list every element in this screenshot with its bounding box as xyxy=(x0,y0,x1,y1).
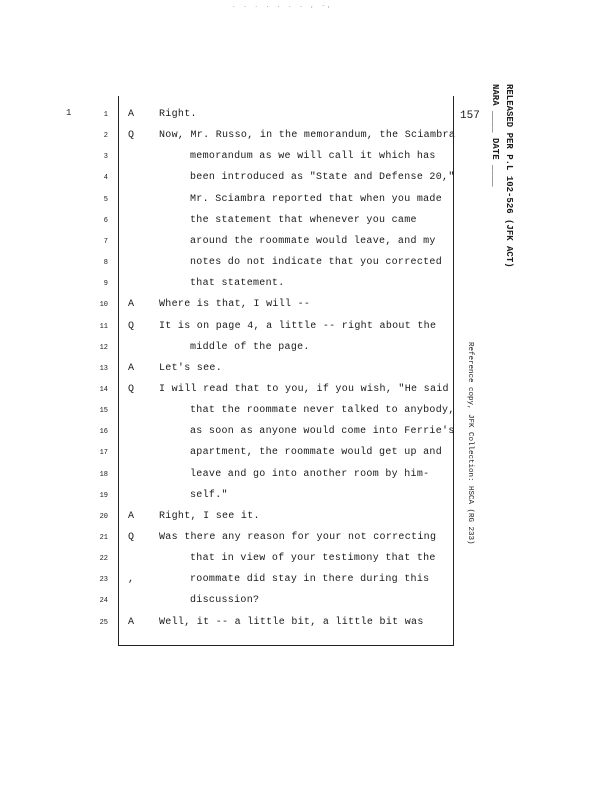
transcript-line: middle of the page. xyxy=(190,341,310,353)
transcript-line: Mr. Sciambra reported that when you made xyxy=(190,193,443,205)
transcript-line: that the roommate never talked to anybody, xyxy=(190,405,455,417)
transcript-line: that in view of your testimony that the xyxy=(190,553,436,565)
transcript-line: discussion? xyxy=(190,595,260,607)
line-number: 16 xyxy=(99,428,108,437)
speaker-label: Q xyxy=(128,532,135,543)
speaker-label: A xyxy=(128,510,135,522)
transcript-line: It is on page 4, a little -- right about the xyxy=(159,320,437,332)
transcript-line: Was there any reason for your not correcting xyxy=(159,532,437,543)
speaker-label: A xyxy=(128,616,135,628)
line-number: 4 xyxy=(103,174,108,183)
line-number: 15 xyxy=(99,407,108,416)
release-stamp-line-2: NARA ____ DATE ____ xyxy=(490,84,500,187)
line-number: 1 xyxy=(103,111,108,119)
speaker-label: Q xyxy=(128,320,135,332)
transcript-line: apartment, the roommate would get up and xyxy=(190,447,443,459)
line-number: 17 xyxy=(99,449,108,458)
line-number: 21 xyxy=(99,534,108,542)
top-scan-mark: . . . . . . . , -, xyxy=(232,2,333,9)
transcript-line: self." xyxy=(190,489,228,501)
line-number: 22 xyxy=(99,555,108,564)
line-number: 9 xyxy=(103,280,108,289)
line-number: 11 xyxy=(99,322,108,331)
transcript-line: leave and go into another room by him- xyxy=(190,468,430,480)
reference-copy-note: Reference copy, JFK Collection: HSCA (RG 233) xyxy=(466,342,474,545)
line-number: 12 xyxy=(99,343,108,352)
transcript-line: memorandum as we will call it which has xyxy=(190,151,436,163)
transcript-line: the statement that whenever you came xyxy=(190,214,417,226)
transcript-line: Well, it -- a little bit, a little bit was xyxy=(159,616,424,628)
line-number: 19 xyxy=(99,491,108,500)
speaker-label: , xyxy=(128,574,135,586)
transcript-line: roommate did stay in there during this xyxy=(190,574,430,586)
transcript-line: Right. xyxy=(159,109,197,120)
speaker-label: A xyxy=(128,362,135,374)
line-number: 8 xyxy=(103,259,108,268)
line-number: 18 xyxy=(99,470,108,479)
speaker-label: Q xyxy=(128,383,135,395)
transcript-line: Right, I see it. xyxy=(159,510,260,522)
transcript-line: been introduced as "State and Defense 20," xyxy=(190,172,455,184)
left-margin-mark: 1 xyxy=(66,108,72,118)
transcript-line: that statement. xyxy=(190,278,285,290)
transcript-line: around the roommate would leave, and my xyxy=(190,235,436,247)
line-number: 20 xyxy=(99,512,108,521)
line-number: 24 xyxy=(99,597,108,606)
transcript-line: Where is that, I will -- xyxy=(159,299,311,311)
line-number: 5 xyxy=(103,195,108,204)
line-number: 2 xyxy=(103,132,108,141)
transcript-line: notes do not indicate that you corrected xyxy=(190,257,443,269)
line-number: 10 xyxy=(99,301,108,310)
line-number: 6 xyxy=(103,216,108,225)
transcript-line: Now, Mr. Russo, in the memorandum, the Sciambra xyxy=(159,130,456,142)
transcript-line: I will read that to you, if you wish, "He said xyxy=(159,383,449,395)
line-number: 13 xyxy=(99,364,108,373)
release-stamp-line-1: RELEASED PER P.L 102-526 (JFK ACT) xyxy=(504,84,514,268)
transcript-line: as soon as anyone would come into Ferrie's xyxy=(190,426,455,438)
line-number: 3 xyxy=(103,153,108,162)
transcript-line: Let's see. xyxy=(159,362,223,374)
speaker-label: Q xyxy=(128,130,135,142)
page-number: 157 xyxy=(460,110,480,122)
speaker-label: A xyxy=(128,299,135,311)
speaker-label: A xyxy=(128,109,135,120)
line-number: 25 xyxy=(99,618,108,627)
line-number: 7 xyxy=(103,237,108,246)
line-number: 14 xyxy=(99,385,108,394)
line-number: 23 xyxy=(99,576,108,585)
